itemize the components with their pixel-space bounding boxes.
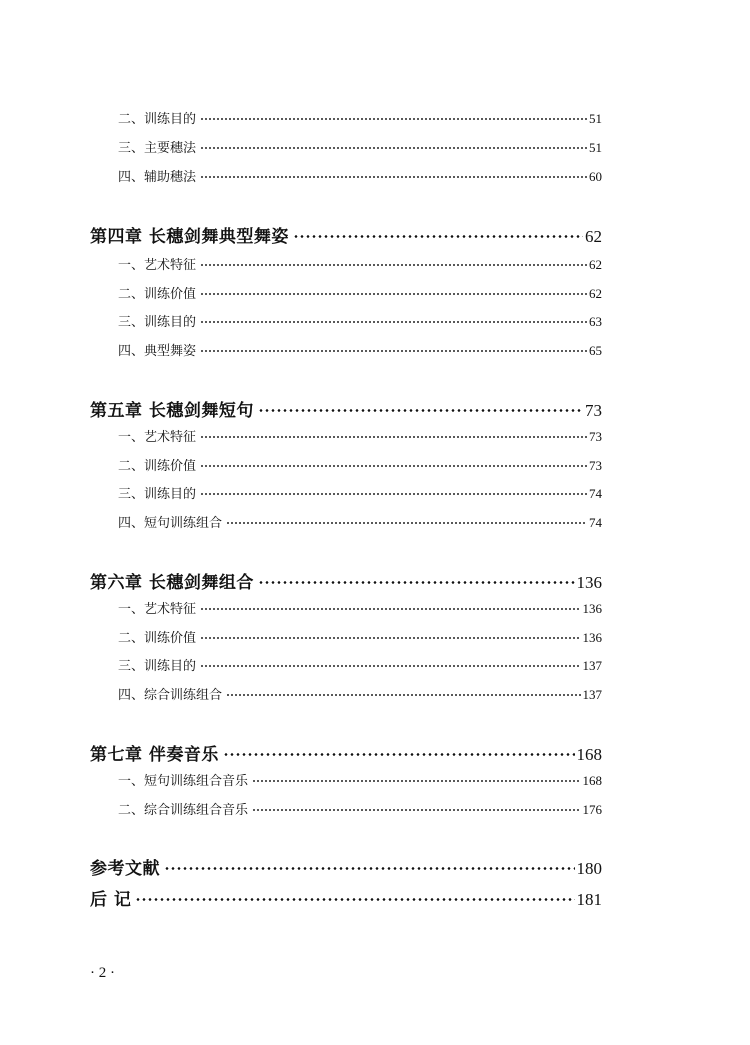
toc-entry[interactable] — [118, 770, 602, 789]
toc-chapter-page: 73 — [585, 401, 602, 420]
toc-entry-title: 四、典型舞姿 — [118, 344, 197, 359]
toc-entry-title: 一、短句训练组合音乐 — [118, 774, 249, 789]
toc-entry-page: 137 — [582, 658, 602, 673]
toc-entry[interactable] — [118, 254, 602, 273]
toc-entry-title: 一、艺术特征 — [118, 602, 197, 617]
toc-entry-page: 136 — [582, 630, 602, 645]
toc-entry-page: 136 — [582, 601, 602, 616]
toc-entry[interactable] — [118, 483, 602, 502]
toc-entry-title: 三、主要穗法 — [118, 141, 197, 156]
dot-leader — [200, 285, 587, 298]
toc-entry[interactable] — [118, 684, 602, 703]
toc-entry-title: 二、训练价值 — [118, 287, 197, 302]
toc-entry-page: 176 — [582, 802, 602, 817]
toc-entry-page: 73 — [589, 429, 602, 444]
dot-leader — [200, 342, 587, 355]
toc-entry[interactable] — [118, 311, 602, 330]
toc-entry[interactable] — [118, 283, 602, 302]
toc-entry[interactable] — [118, 799, 602, 818]
toc-chapter-page: 180 — [576, 859, 602, 878]
toc-entry[interactable] — [118, 627, 602, 646]
toc-entry-title: 四、短句训练组合 — [118, 516, 223, 531]
toc-chapter-page: 168 — [576, 745, 602, 764]
dot-leader — [226, 686, 580, 699]
dot-leader — [135, 888, 574, 905]
toc-chapter[interactable] — [90, 854, 602, 879]
toc-entry[interactable] — [118, 512, 602, 531]
toc-entry[interactable] — [118, 426, 602, 445]
toc-entry-page: 51 — [589, 140, 602, 155]
toc-entry[interactable] — [118, 598, 602, 617]
toc-entry[interactable] — [118, 340, 602, 359]
dot-leader — [200, 168, 587, 181]
toc-entry-page: 168 — [582, 773, 602, 788]
toc-entry[interactable] — [118, 455, 602, 474]
toc-chapter[interactable] — [90, 222, 602, 247]
toc-entry-title: 二、综合训练组合音乐 — [118, 803, 249, 818]
toc-chapter-page: 136 — [576, 573, 602, 592]
toc-entry-title: 四、综合训练组合 — [118, 688, 223, 703]
toc-chapter-title: 参考文献 — [90, 859, 160, 879]
dot-leader — [200, 313, 587, 326]
dot-leader — [252, 801, 580, 814]
dot-leader — [223, 743, 575, 760]
dot-leader — [252, 772, 580, 785]
dot-leader — [226, 514, 587, 527]
toc-chapter-title: 第六章 长穗剑舞组合 — [90, 573, 254, 593]
dot-leader — [200, 629, 580, 642]
toc-entry-title: 三、训练目的 — [118, 487, 197, 502]
dot-leader — [293, 225, 583, 242]
toc-chapter[interactable] — [90, 396, 602, 421]
toc-entry-title: 三、训练目的 — [118, 659, 197, 674]
toc-entry-page: 73 — [589, 458, 602, 473]
dot-leader — [164, 857, 575, 874]
toc-chapter-page: 181 — [576, 890, 602, 909]
toc-entry-title: 二、训练目的 — [118, 112, 197, 127]
toc-chapter[interactable] — [90, 885, 602, 910]
dot-leader — [200, 139, 587, 152]
toc-entry-title: 一、艺术特征 — [118, 430, 197, 445]
toc-entry[interactable] — [118, 137, 602, 156]
dot-leader — [258, 571, 575, 588]
dot-leader — [200, 457, 587, 470]
toc-entry[interactable] — [118, 166, 602, 185]
dot-leader — [200, 110, 587, 123]
toc-entry-page: 60 — [589, 169, 602, 184]
toc-entry-page: 62 — [589, 257, 602, 272]
toc-chapter-title: 第四章 长穗剑舞典型舞姿 — [90, 227, 289, 247]
dot-leader — [258, 399, 583, 416]
toc-entry-page: 63 — [589, 314, 602, 329]
toc-entry-title: 二、训练价值 — [118, 459, 197, 474]
toc-entry[interactable] — [118, 655, 602, 674]
dot-leader — [200, 256, 587, 269]
dot-leader — [200, 485, 587, 498]
toc-entry-page: 74 — [589, 486, 602, 501]
dot-leader — [200, 600, 580, 613]
toc-entry-title: 二、训练价值 — [118, 631, 197, 646]
toc-entry-page: 51 — [589, 111, 602, 126]
toc-chapter-page: 62 — [585, 227, 602, 246]
toc-chapter-title: 第五章 长穗剑舞短句 — [90, 401, 254, 421]
toc-entry-page: 137 — [582, 687, 602, 702]
page-number: · 2 · — [90, 965, 115, 981]
toc-entry-page: 62 — [589, 286, 602, 301]
toc-chapter[interactable] — [90, 740, 602, 765]
toc-entry-title: 三、训练目的 — [118, 315, 197, 330]
toc-chapter[interactable] — [90, 568, 602, 593]
toc-entry-title: 四、辅助穗法 — [118, 170, 197, 185]
toc-chapter-title: 后 记 — [90, 890, 132, 910]
toc-entry-title: 一、艺术特征 — [118, 258, 197, 273]
dot-leader — [200, 657, 580, 670]
dot-leader — [200, 428, 587, 441]
toc-entry[interactable] — [118, 108, 602, 127]
toc-chapter-title: 第七章 伴奏音乐 — [90, 745, 219, 765]
toc-entry-page: 65 — [589, 343, 602, 358]
toc-entry-page: 74 — [589, 515, 602, 530]
